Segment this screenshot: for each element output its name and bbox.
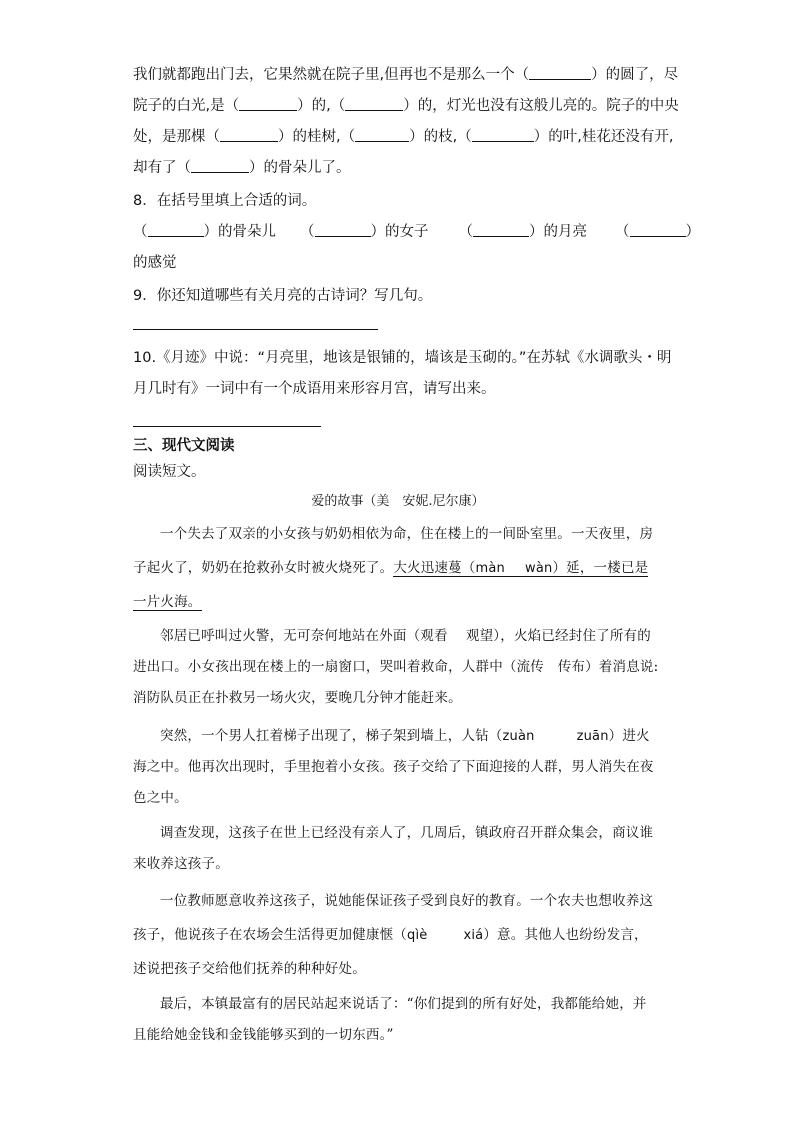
passage-p6-l2: 且能给她金钱和金钱能够买到的一切东西。” bbox=[133, 1027, 394, 1043]
answer-blank[interactable] bbox=[191, 158, 249, 173]
paren: ） bbox=[203, 224, 218, 240]
q10-answer-line[interactable] bbox=[133, 426, 321, 427]
passage-text: ）意。其他人也纷纷发言， bbox=[483, 927, 648, 943]
pinyin-option[interactable]: zuān bbox=[576, 729, 609, 744]
pinyin-option[interactable]: xiá bbox=[463, 928, 484, 943]
q7-text: ）的桂树,（ bbox=[278, 129, 356, 145]
passage-p3-l1 bbox=[133, 721, 673, 752]
q7-line-3 bbox=[133, 122, 673, 153]
q8-item-4: 的感觉 bbox=[133, 255, 177, 271]
q7-line-2 bbox=[133, 91, 679, 122]
pinyin-option[interactable]: qìè bbox=[407, 928, 428, 943]
passage-text: ）进火 bbox=[608, 728, 650, 744]
paren: （ bbox=[300, 224, 315, 240]
q7-text: 却有了（ bbox=[133, 160, 191, 176]
q7-text: 处，是那棵（ bbox=[133, 129, 220, 145]
answer-blank[interactable] bbox=[239, 96, 297, 111]
q8-prompt: 8．在括号里填上合适的词。 bbox=[133, 193, 317, 209]
passage-p5-l2 bbox=[133, 920, 673, 951]
answer-blank[interactable] bbox=[220, 127, 278, 142]
passage-text: 孩子，他说孩子在农场会生活得更加健康惬（ bbox=[133, 927, 407, 943]
q7-text: 院子的白光,是（ bbox=[133, 98, 240, 114]
paren: ） bbox=[529, 224, 544, 240]
passage-p4-l2: 来收养这孩子。 bbox=[133, 856, 229, 872]
answer-blank[interactable] bbox=[315, 222, 371, 237]
passage-p1-l2 bbox=[133, 553, 673, 584]
q7-line-4 bbox=[133, 153, 673, 184]
q9-prompt: 9．你还知道哪些有关月亮的古诗词？写几句。 bbox=[133, 288, 433, 304]
passage-p2-l1 bbox=[133, 621, 673, 652]
passage-text: 邻居已呼叫过火警，无可奈何地站在外面（观看 观望），火焰已经封住了所有的 bbox=[160, 628, 651, 644]
answer-blank[interactable] bbox=[472, 127, 534, 142]
passage-text: 一位教师愿意收养这孩子，说她能保证孩子受到良好的教育。一个农夫也想收养这 bbox=[160, 893, 654, 909]
q10-line-1: 10.《月迹》中说：“月亮里，地该是银铺的，墙该是玉砌的。”在苏轼《水调歌头・明 bbox=[133, 350, 672, 366]
q9-answer-line[interactable] bbox=[133, 329, 378, 330]
q7-text: ）的骨朵儿了。 bbox=[249, 160, 351, 176]
passage-p5-l1 bbox=[133, 886, 673, 917]
passage-p1-l3 bbox=[133, 587, 673, 618]
q8-item-2: 的女子 bbox=[385, 224, 429, 240]
passage-p2-l3: 消防队员正在扑救另一场火灾，要晚几分钟才能赶来。 bbox=[133, 690, 462, 706]
passage-text: 突然，一个男人扛着梯子出现了，梯子架到墙上，人钻（ bbox=[160, 728, 503, 744]
passage-text: ）延，一楼已是 bbox=[552, 560, 649, 576]
underlined-sentence bbox=[393, 560, 648, 577]
passage-text: 大火迅速蔓（ bbox=[393, 560, 476, 576]
paren: ） bbox=[370, 224, 385, 240]
passage-text: 调查发现，这孩子在世上已经没有亲人了，几周后，镇政府召开群众集会，商议谁 bbox=[160, 825, 654, 841]
passage-text: 最后，本镇最富有的居民站起来说话了：“你们提到的所有好处，我都能给她，并 bbox=[160, 996, 647, 1012]
answer-blank[interactable] bbox=[148, 222, 204, 237]
section-instruction: 阅读短文。 bbox=[133, 464, 206, 480]
q10-line-2: 月几时有》一词中有一个成语用来形容月宫，请写出来。 bbox=[133, 381, 496, 397]
q7-text: ）的枝,（ bbox=[409, 129, 472, 145]
paren: （ bbox=[458, 224, 473, 240]
q7-text: ）的叶,桂花还没有开, bbox=[533, 129, 674, 145]
passage-p3-l2: 海之中。他再次出现时，手里抱着小女孩。孩子交给了下面迎接的人群，男人消失在夜 bbox=[133, 759, 654, 775]
answer-blank[interactable] bbox=[529, 65, 591, 80]
q7-text: ）的，灯光也没有这般儿亮的。院子的中央 bbox=[403, 98, 679, 114]
passage-text: 一个失去了双亲的小女孩与奶奶相依为命，住在楼上的一间卧室里。一天夜里，房 bbox=[160, 526, 654, 542]
pinyin-option[interactable]: wàn bbox=[525, 561, 553, 576]
pinyin-option[interactable]: màn bbox=[475, 561, 505, 576]
paren: （ bbox=[615, 224, 630, 240]
q7-line-1 bbox=[133, 60, 679, 91]
q8-items bbox=[133, 217, 700, 248]
passage-p1-l1 bbox=[133, 519, 673, 550]
passage-p4-l1 bbox=[133, 818, 673, 849]
pinyin-option[interactable]: zuàn bbox=[502, 729, 535, 744]
answer-blank[interactable] bbox=[630, 222, 686, 237]
passage-p6-l1 bbox=[133, 989, 673, 1020]
passage-p2-l2: 进出口。小女孩出现在楼上的一扇窗口，哭叫着救命，人群中（流传 传布）着消息说: bbox=[133, 659, 659, 675]
q7-text: ）的圆了，尽 bbox=[591, 67, 679, 83]
passage-text: 子起火了，奶奶在抢救孙女时被火烧死了。 bbox=[133, 560, 394, 576]
passage-title: 爱的故事（美 安妮.尼尔康） bbox=[311, 494, 485, 509]
section-heading: 三、现代文阅读 bbox=[133, 438, 235, 454]
answer-blank[interactable] bbox=[355, 127, 409, 142]
q7-text: ）的,（ bbox=[297, 98, 346, 114]
answer-blank[interactable] bbox=[473, 222, 529, 237]
answer-blank[interactable] bbox=[345, 96, 403, 111]
paren: ） bbox=[685, 224, 700, 240]
underlined-sentence: 一片火海。 bbox=[133, 594, 202, 610]
passage-p3-l3: 色之中。 bbox=[133, 790, 188, 806]
q8-item-3: 的月亮 bbox=[543, 224, 587, 240]
passage-p5-l3: 述说把孩子交给他们抚养的种种好处。 bbox=[133, 961, 366, 977]
q7-text: 我们就都跑出门去，它果然就在院子里,但再也不是那么一个（ bbox=[133, 67, 530, 83]
paren: （ bbox=[133, 224, 148, 240]
q8-item-1: 的骨朵儿 bbox=[218, 224, 276, 240]
